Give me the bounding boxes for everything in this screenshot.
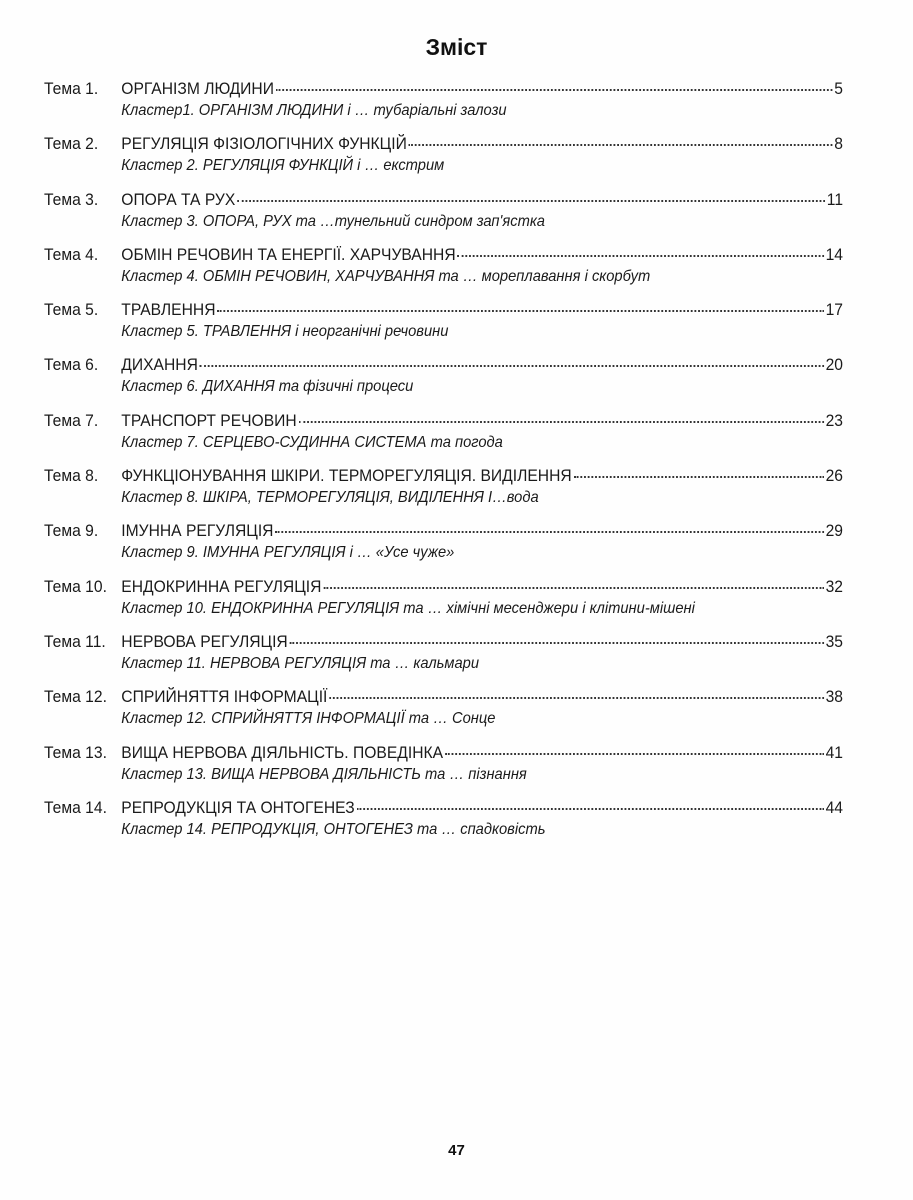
toc-entry[interactable] bbox=[44, 244, 843, 299]
toc-entry[interactable] bbox=[44, 686, 843, 741]
topic-label: Тема 2. bbox=[44, 134, 99, 154]
cluster-subtitle: Кластер 8. ШКІРА, ТЕРМОРЕГУЛЯЦІЯ, ВИДІЛЕННЯ І…вода bbox=[121, 489, 539, 507]
topic-label: Тема 1. bbox=[44, 79, 99, 98]
topic-label: Тема 14. bbox=[44, 797, 107, 817]
toc-entry-main-line bbox=[44, 299, 843, 321]
topic-title: ОБМІН РЕЧОВИН ТА ЕНЕРГІЇ. ХАРЧУВАННЯ bbox=[121, 244, 456, 264]
dot-leader bbox=[276, 78, 833, 94]
toc-entry-main-line bbox=[44, 520, 843, 542]
cluster-subtitle: Кластер 3. ОПОРА, РУХ та …тунельний синдром зап'ястка bbox=[121, 212, 545, 230]
toc-entry[interactable] bbox=[44, 354, 843, 409]
toc-entry-main-line bbox=[44, 631, 843, 653]
cluster-subtitle: Кластер 4. ОБМІН РЕЧОВИН, ХАРЧУВАННЯ та … мореплавання і скорбут bbox=[121, 267, 651, 285]
topic-label: Тема 6. bbox=[44, 355, 99, 375]
topic-page-number: 29 bbox=[825, 521, 844, 541]
topic-page-number: 41 bbox=[825, 742, 844, 762]
topic-page-number: 14 bbox=[825, 244, 844, 264]
dot-leader bbox=[323, 576, 823, 592]
dot-leader bbox=[299, 410, 824, 426]
page-number: 47 bbox=[448, 1142, 465, 1159]
dot-leader bbox=[237, 189, 825, 205]
topic-title: РЕГУЛЯЦІЯ ФІЗІОЛОГІЧНИХ ФУНКЦІЙ bbox=[121, 134, 407, 154]
cluster-subtitle: Кластер1. ОРГАНІЗМ ЛЮДИНИ і … тубаріальні залози bbox=[121, 102, 507, 119]
cluster-subtitle: Кластер 11. НЕРВОВА РЕГУЛЯЦІЯ та … кальмари bbox=[121, 654, 480, 672]
topic-title: ІМУННА РЕГУЛЯЦІЯ bbox=[121, 521, 274, 541]
table-of-contents bbox=[44, 78, 843, 852]
topic-page-number: 20 bbox=[825, 355, 844, 375]
toc-entry-main-line bbox=[44, 133, 843, 155]
topic-title: ЕНДОКРИННА РЕГУЛЯЦІЯ bbox=[121, 576, 322, 596]
topic-label: Тема 10. bbox=[44, 576, 107, 596]
toc-entry[interactable] bbox=[44, 410, 843, 465]
toc-entry-main-line bbox=[44, 742, 843, 764]
toc-entry[interactable] bbox=[44, 797, 843, 852]
topic-label: Тема 9. bbox=[44, 521, 99, 541]
topic-page-number: 35 bbox=[825, 631, 844, 651]
toc-entry[interactable] bbox=[44, 576, 843, 631]
toc-entry-main-line bbox=[44, 686, 843, 708]
topic-page-number: 23 bbox=[825, 410, 844, 430]
toc-entry[interactable] bbox=[44, 189, 843, 244]
topic-label: Тема 12. bbox=[44, 687, 107, 707]
toc-entry-main-line bbox=[44, 244, 843, 266]
topic-label: Тема 3. bbox=[44, 189, 99, 209]
topic-page-number: 5 bbox=[834, 79, 844, 98]
topic-label: Тема 8. bbox=[44, 466, 99, 486]
toc-entry[interactable] bbox=[44, 299, 843, 354]
toc-entry[interactable] bbox=[44, 465, 843, 520]
dot-leader bbox=[290, 631, 824, 647]
toc-entry[interactable] bbox=[44, 78, 843, 133]
dot-leader bbox=[217, 299, 823, 315]
toc-entry-main-line bbox=[44, 189, 843, 211]
cluster-subtitle: Кластер 14. РЕПРОДУКЦІЯ, ОНТОГЕНЕЗ та … спадковість bbox=[121, 820, 546, 838]
toc-entry-main-line bbox=[44, 78, 843, 100]
dot-leader bbox=[275, 520, 823, 536]
dot-leader bbox=[329, 686, 824, 702]
topic-title: ОРГАНІЗМ ЛЮДИНИ bbox=[121, 79, 274, 98]
cluster-subtitle: Кластер 12. СПРИЙНЯТТЯ ІНФОРМАЦІЇ та … Сонце bbox=[121, 710, 496, 728]
topic-title: РЕПРОДУКЦІЯ ТА ОНТОГЕНЕЗ bbox=[121, 797, 355, 817]
cluster-subtitle: Кластер 6. ДИХАННЯ та фізичні процеси bbox=[121, 378, 414, 396]
dot-leader bbox=[357, 797, 824, 813]
toc-entry[interactable] bbox=[44, 520, 843, 575]
topic-page-number: 17 bbox=[825, 300, 844, 320]
topic-title: ТРАВЛЕННЯ bbox=[121, 300, 216, 320]
topic-label: Тема 13. bbox=[44, 742, 107, 762]
toc-entry-main-line bbox=[44, 576, 843, 598]
toc-entry[interactable] bbox=[44, 742, 843, 797]
toc-entry[interactable] bbox=[44, 133, 843, 188]
topic-title: ТРАНСПОРТ РЕЧОВИН bbox=[121, 410, 297, 430]
dot-leader bbox=[200, 354, 824, 370]
dot-leader bbox=[409, 133, 833, 149]
dot-leader bbox=[445, 742, 824, 758]
topic-page-number: 11 bbox=[826, 189, 844, 209]
topic-page-number: 26 bbox=[825, 466, 844, 486]
topic-title: СПРИЙНЯТТЯ ІНФОРМАЦІЇ bbox=[121, 687, 328, 707]
dot-leader bbox=[457, 244, 823, 260]
topic-label: Тема 7. bbox=[44, 410, 99, 430]
topic-label: Тема 5. bbox=[44, 300, 99, 320]
cluster-subtitle: Кластер 10. ЕНДОКРИННА РЕГУЛЯЦІЯ та … хімічні месенджери і клітини-мішені bbox=[121, 599, 695, 617]
dot-leader bbox=[574, 465, 824, 481]
topic-title: ФУНКЦІОНУВАННЯ ШКІРИ. ТЕРМОРЕГУЛЯЦІЯ. ВИДІЛЕННЯ bbox=[121, 466, 572, 486]
topic-title: ОПОРА ТА РУХ bbox=[121, 189, 236, 209]
topic-page-number: 8 bbox=[834, 134, 844, 154]
toc-entry-main-line bbox=[44, 465, 843, 487]
topic-page-number: 32 bbox=[825, 576, 844, 596]
topic-page-number: 38 bbox=[825, 687, 844, 707]
topic-label: Тема 11. bbox=[44, 631, 106, 651]
topic-label: Тема 4. bbox=[44, 244, 99, 264]
topic-title: ВИЩА НЕРВОВА ДІЯЛЬНІСТЬ. ПОВЕДІНКА bbox=[121, 742, 444, 762]
cluster-subtitle: Кластер 9. ІМУННА РЕГУЛЯЦІЯ і … «Усе чуже» bbox=[121, 544, 455, 562]
cluster-subtitle: Кластер 2. РЕГУЛЯЦІЯ ФУНКЦІЙ і … екстрим bbox=[121, 157, 445, 175]
toc-entry[interactable] bbox=[44, 631, 843, 686]
toc-entry-main-line bbox=[44, 354, 843, 376]
topic-page-number: 44 bbox=[825, 797, 844, 817]
topic-title: ДИХАННЯ bbox=[121, 355, 198, 375]
cluster-subtitle: Кластер 5. ТРАВЛЕННЯ і неорганічні речовини bbox=[121, 323, 449, 341]
toc-entry-main-line bbox=[44, 797, 843, 819]
cluster-subtitle: Кластер 7. СЕРЦЕВО-СУДИННА СИСТЕМА та погода bbox=[121, 433, 503, 451]
cluster-subtitle: Кластер 13. ВИЩА НЕРВОВА ДІЯЛЬНІСТЬ та … пізнання bbox=[121, 765, 527, 783]
page-title: Зміст bbox=[425, 34, 488, 60]
toc-entry-main-line bbox=[44, 410, 843, 432]
topic-title: НЕРВОВА РЕГУЛЯЦІЯ bbox=[121, 631, 288, 651]
